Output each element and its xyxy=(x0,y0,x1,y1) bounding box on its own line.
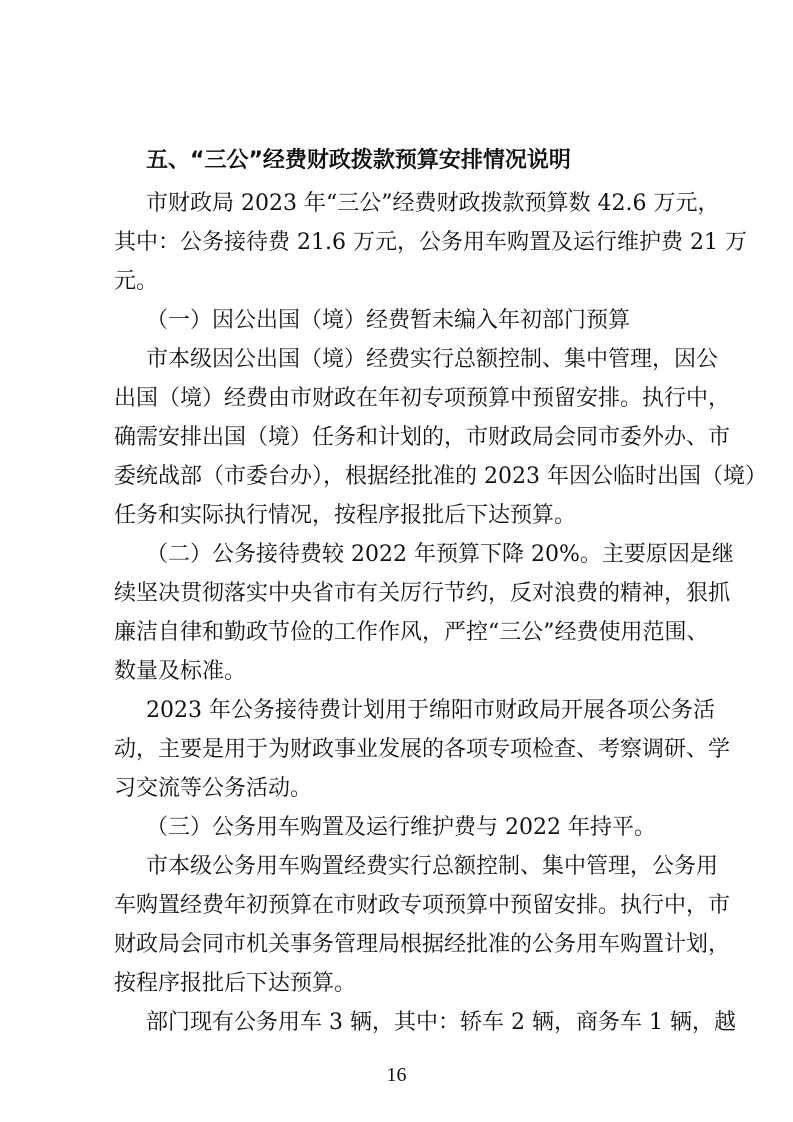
plan-line-2: 动，主要是用于为财政事业发展的各项专项检查、考察调研、学 xyxy=(114,737,731,762)
plan-line-1: 2023 年公务接待费计划用于绵阳市财政局开展各项公务活 xyxy=(146,698,715,723)
section-title: 五、“三公”经费财政拨款预算安排情况说明 xyxy=(146,148,571,173)
subsection-3-line-4: 按程序报批后下达预算。 xyxy=(114,971,357,996)
subsection-1-line-2: 出国（境）经费由市财政在年初专项预算中预留安排。执行中， xyxy=(114,386,731,411)
subsection-2-line-1: （二）公务接待费较 2022 年预算下降 20%。主要原因是继 xyxy=(146,542,734,567)
subsection-1-title: （一）因公出国（境）经费暂未编入年初部门预算 xyxy=(146,308,631,333)
subsection-1-line-1: 市本级因公出国（境）经费实行总额控制、集中管理，因公 xyxy=(146,347,719,372)
summary-line-2: 其中：公务接待费 21.6 万元，公务用车购置及运行维护费 21 万 xyxy=(114,230,747,255)
subsection-2-line-4: 数量及标准。 xyxy=(114,659,247,684)
summary-line-1: 市财政局 2023 年“三公”经费财政拨款预算数 42.6 万元， xyxy=(146,191,720,216)
subsection-2-line-3: 廉洁自律和勤政节俭的工作作风，严控“三公”经费使用范围、 xyxy=(114,620,709,645)
subsection-1-line-4: 委统战部（市委台办），根据经批准的 2023 年因公临时出国（境） xyxy=(114,464,767,489)
subsection-1-line-3: 确需安排出国（境）任务和计划的，市财政局会同市委外办、市 xyxy=(114,425,731,450)
page-number: 16 xyxy=(386,1064,407,1086)
summary-line-3: 元。 xyxy=(114,269,159,294)
vehicles-line: 部门现有公务用车 3 辆，其中：轿车 2 辆，商务车 1 辆，越 xyxy=(146,1010,736,1035)
subsection-3-line-3: 财政局会同市机关事务管理局根据经批准的公务用车购置计划， xyxy=(114,932,731,957)
subsection-2-line-2: 续坚决贯彻落实中央省市有关厉行节约，反对浪费的精神，狠抓 xyxy=(114,581,731,606)
plan-line-3: 习交流等公务活动。 xyxy=(114,776,313,801)
subsection-1-line-5: 任务和实际执行情况，按程序报批后下达预算。 xyxy=(114,503,577,528)
subsection-3-line-2: 车购置经费年初预算在市财政专项预算中预留安排。执行中，市 xyxy=(114,893,731,918)
subsection-3-line-1: 市本级公务用车购置经费实行总额控制、集中管理，公务用 xyxy=(146,854,719,879)
subsection-3-title: （三）公务用车购置及运行维护费与 2022 年持平。 xyxy=(146,815,656,840)
